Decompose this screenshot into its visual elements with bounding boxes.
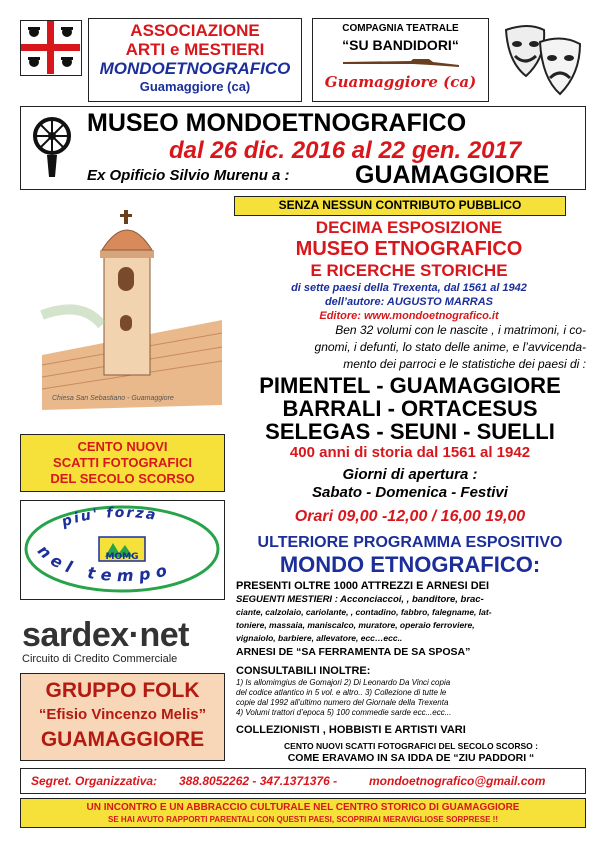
tools-block <box>236 579 586 645</box>
contact-label: Segret. Organizzativa: <box>31 774 158 788</box>
sardinia-flag-frame <box>20 20 82 76</box>
consultabili-block <box>236 664 586 718</box>
theatre-masks-icon <box>500 18 584 102</box>
painting-caption: Chiesa San Sebastiano - Guamaggiore <box>52 395 174 402</box>
program-title: MONDO ETNOGRAFICO: <box>279 552 541 577</box>
history-span: 400 anni di storia dal 1561 al 1942 <box>289 444 531 461</box>
association-box <box>88 18 302 102</box>
association-brand: MONDOETNOGRAFICO <box>99 59 291 78</box>
rifle-icon <box>341 56 461 68</box>
theatre-label: COMPAGNIA TEATRALE <box>342 23 459 34</box>
consultabili-title: CONSULTABILI INOLTRE: <box>236 665 371 677</box>
program-subtitle: ULTERIORE PROGRAMMA ESPOSITIVO <box>257 534 563 551</box>
omg-badge: MOMG <box>105 552 139 562</box>
towns-block <box>234 374 586 463</box>
museum-title-box <box>20 106 586 190</box>
contact-bar <box>20 768 586 794</box>
exhibit-block <box>234 218 584 323</box>
museum-venue-label: Ex Opificio Silvio Murenu a : <box>87 167 290 184</box>
footer-banner <box>20 798 586 828</box>
tools-line-5: vignaiolo, barbiere, allevatore, ecc…ecc.. <box>236 633 403 643</box>
theatre-town: Guamaggiore (ca) <box>324 73 477 91</box>
tools-line-4: toniere, massaia, maniscalco, muratore, operaio ferroviere, <box>236 620 475 630</box>
omg-logo-box <box>20 500 225 600</box>
photos-right-line-1: CENTO NUOVI SCATTI FOTOGRAFICI DEL SECOLO SCORSO : <box>284 741 538 751</box>
consultabili-line-2: del codice atlantico in 5 vol. e altro.. 3) Collezione di tutte le <box>236 688 447 697</box>
no-contribution-banner: SENZA NESSUN CONTRIBUTO PUBBLICO <box>234 196 566 216</box>
contact-email[interactable]: mondoetnografico@gmail.com <box>369 774 546 788</box>
theatre-box <box>312 18 489 102</box>
sardex-logo <box>22 616 227 665</box>
volumes-line-3: mento dei parroci e le statistiche dei paesi di : <box>343 357 586 371</box>
opening-days: Sabato - Domenica - Festivi <box>312 484 508 501</box>
footer-line-2: SE HAI AVUTO RAPPORTI PARENTALI CON QUESTI PAESI, SCOPRIRAI MERAVIGLIOSE SORPRESE !! <box>108 815 498 824</box>
contact-phones: 388.8052262 - 347.1371376 - <box>179 774 338 788</box>
sardex-tagline: Circuito di Credito Commerciale <box>22 653 178 665</box>
church-bell-tower-illustration <box>22 205 224 420</box>
four-moors-flag-icon <box>21 21 80 74</box>
volumes-line-1: Ben 32 volumi con le nascite , i matrimoni, i co- <box>335 323 586 337</box>
consultabili-line-1: 1) Is allomimgius de Gomajori 2) Di Leonardo Da Vinci copia <box>236 678 451 687</box>
exhibit-title: MUSEO ETNOGRAFICO <box>295 238 523 260</box>
cento-line-1: CENTO NUOVI <box>77 439 168 454</box>
arnesi-line: ARNESI DE “SA FERRAMENTA DE SA SPOSA” <box>236 646 471 658</box>
consultabili-line-3: copie dal 1992 all’ultimo numero del Giornale della Trexenta <box>236 698 449 707</box>
association-name: ASSOCIAZIONE <box>130 21 260 40</box>
sardex-brand: sardex·net <box>22 616 189 654</box>
volumes-text <box>234 322 586 373</box>
exhibit-author: dell’autore: AUGUSTO MARRAS <box>324 296 494 308</box>
association-town: Guamaggiore (ca) <box>139 79 251 94</box>
exhibit-publisher: Editore: www.mondoetnografico.it <box>319 310 499 322</box>
opening-label: Giorni di apertura : <box>342 466 478 483</box>
omg-logo <box>21 501 223 598</box>
folk-group-box <box>20 673 225 761</box>
cento-box <box>20 434 225 492</box>
volumes-line-2: gnomi, i defunti, lo stato delle anime, e l’avvicenda- <box>314 340 586 354</box>
towns-line-1: PIMENTEL - GUAMAGGIORE <box>259 373 561 398</box>
cento-line-2: SCATTI FOTOGRAFICI <box>53 455 192 470</box>
svg-text:piu' forza <box>59 505 159 531</box>
towns-line-3: SELEGAS - SEUNI - SUELLI <box>265 419 555 444</box>
tools-line-3: ciante, calzolaio, cariolante, , contadino, fabbro, falegname, lat- <box>236 607 492 617</box>
omg-arc-top: piu' forza <box>59 504 159 531</box>
folk-line-1: GRUPPO FOLK <box>45 679 200 702</box>
folk-line-3: GUAMAGGIORE <box>40 728 205 751</box>
exhibit-subtitle: E RICERCHE STORICHE <box>310 261 508 280</box>
museum-dates: dal 26 dic. 2016 al 22 gen. 2017 <box>169 137 522 164</box>
association-subtitle: ARTI e MESTIERI <box>125 40 265 59</box>
tools-line-1: PRESENTI OLTRE 1000 ATTREZZI E ARNESI DEI <box>236 580 490 592</box>
museum-venue-town: GUAMAGGIORE <box>355 161 550 189</box>
cento-line-3: DEL SECOLO SCORSO <box>50 471 195 486</box>
museum-title: MUSEO MONDOETNOGRAFICO <box>87 109 467 137</box>
collectors-line: COLLEZIONISTI , HOBBISTI E ARTISTI VARI <box>236 724 466 736</box>
theatre-name: “SU BANDIDORI“ <box>342 37 459 53</box>
folk-line-2: “Efisio Vincenzo Melis” <box>38 706 207 723</box>
opening-block <box>234 466 586 530</box>
church-painting <box>22 205 224 420</box>
footer-line-1: UN INCONTRO E UN ABBRACCIO CULTURALE NEL CENTRO STORICO DI GUAMAGGIORE <box>86 802 520 813</box>
photos-right-line-2: COME ERAVAMO IN SA IDDA DE “ZIU PADDORI “ <box>287 752 535 764</box>
program-block <box>234 534 586 577</box>
exhibit-period: di sette paesi della Trexenta, dal 1561 al 1942 <box>291 282 527 294</box>
photos-right-block <box>236 741 586 765</box>
spinning-wheel-icon <box>29 113 75 183</box>
exhibit-edition: DECIMA ESPOSIZIONE <box>315 218 503 237</box>
towns-line-2: BARRALI - ORTACESUS <box>282 396 538 421</box>
omg-arc-bottom: nel tempo <box>33 540 175 586</box>
consultabili-line-4: 4) Volumi trattori d’epoca 5) 100 commedie sarde ecc...ecc... <box>236 708 452 717</box>
tools-line-2: SEGUENTI MESTIERI : Acconciaccoi, , banditore, brac- <box>236 594 484 605</box>
opening-hours: Orari 09,00 -12,00 / 16,00 19,00 <box>294 508 526 525</box>
